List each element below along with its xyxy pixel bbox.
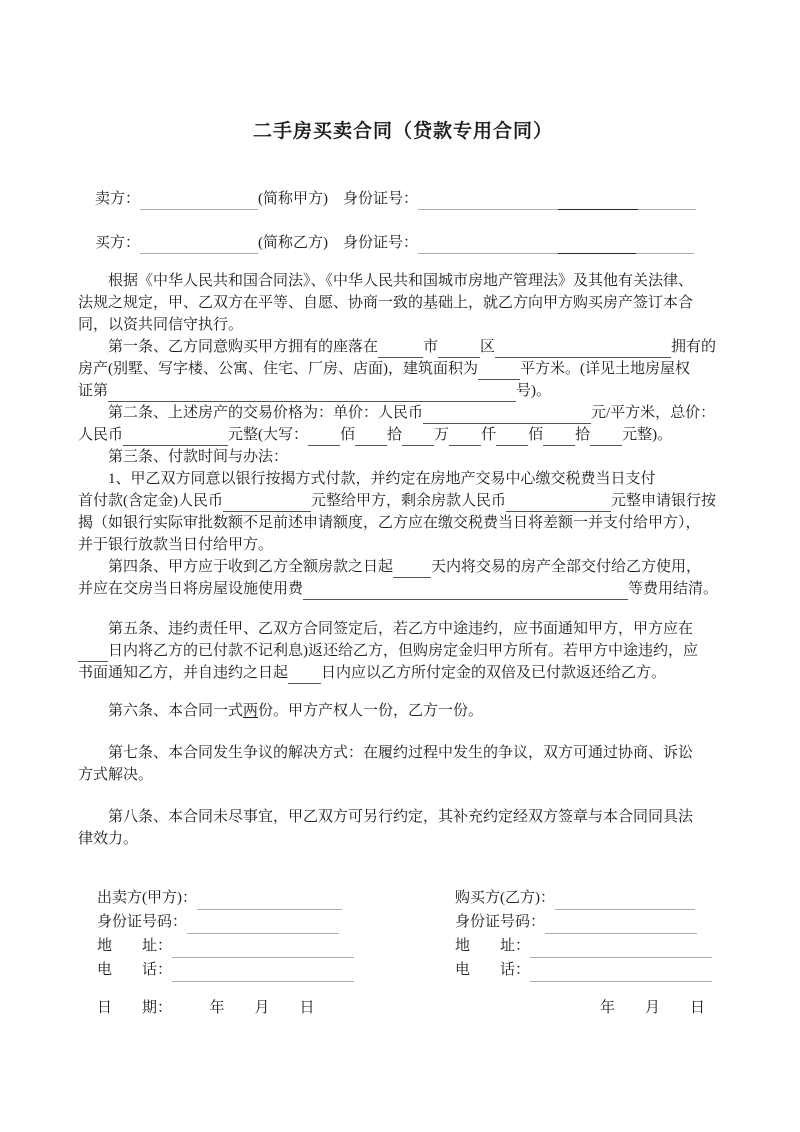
blank-field bbox=[590, 428, 622, 446]
intro-paragraph: 根据《中华人民共和国合同法》、《中华人民共和国城市房地产管理法》及其他有关法律、 法规之规定，甲、乙双方在平等、自愿、协商一致的基础上，就乙方向甲方购买房产签订本合 同，以资共同信守执行。 bbox=[78, 273, 694, 333]
underlined-word: 两 bbox=[243, 703, 259, 719]
blank-field bbox=[478, 362, 520, 380]
blank-field bbox=[78, 644, 108, 662]
buyer-address-row: 地 址： bbox=[455, 934, 728, 958]
buyer-line: 买方： (简称乙方) 身份证号： bbox=[78, 232, 728, 254]
blank-field bbox=[530, 964, 712, 982]
blank-field bbox=[197, 892, 342, 910]
blank-field bbox=[638, 192, 696, 210]
blank-field bbox=[530, 940, 712, 958]
blank-field bbox=[423, 406, 591, 424]
clause-8: 第八条、本合同未尽事宜，甲乙双方可另行约定，其补充约定经双方签章与本合同同具法 律效力。 bbox=[78, 809, 694, 847]
seller-id-row: 身份证号码： bbox=[97, 910, 455, 934]
blank-field bbox=[555, 892, 695, 910]
blank-field bbox=[172, 964, 354, 982]
blank-field bbox=[402, 428, 434, 446]
blank-field bbox=[223, 494, 311, 512]
buyer-phone-row: 电 话： bbox=[455, 958, 728, 982]
buyer-date-line: 年 月 日 bbox=[600, 1000, 706, 1016]
seller-phone-row: 电 话： bbox=[97, 958, 455, 982]
date-section bbox=[78, 996, 728, 1020]
buyer-name-row: 购买方(乙方)： bbox=[455, 886, 728, 910]
blank-field bbox=[438, 340, 480, 358]
seller-line: 卖方： (简称甲方) 身份证号： bbox=[78, 188, 728, 210]
signature-section bbox=[78, 886, 728, 982]
blank-field bbox=[495, 340, 671, 358]
blank-field bbox=[172, 940, 354, 958]
blank-field bbox=[303, 582, 628, 600]
clause-1: 第一条、乙方同意购买甲方拥有的座落在 市 区 拥有的 房产(别墅、写字楼、公寓、住宅、厂房、店面)，建筑面积为 平方米。(详见土地房屋权 证第 号)。 bbox=[78, 336, 728, 402]
blank-field bbox=[393, 560, 431, 578]
blank-field bbox=[288, 666, 321, 684]
blank-field bbox=[558, 236, 636, 254]
blank-field bbox=[355, 428, 387, 446]
signature-seller-column bbox=[78, 886, 455, 982]
blank-field bbox=[418, 236, 558, 254]
blank-field bbox=[543, 428, 575, 446]
blank-field bbox=[187, 916, 339, 934]
blank-field bbox=[418, 192, 558, 210]
blank-field bbox=[558, 192, 638, 210]
clause-5: 第五条、违约责任甲、乙双方合同签定后，若乙方中途违约，应书面通知甲方，甲方应在 日内将乙方的已付款不记利息)返还给乙方，但购房定金归甲方所有。若甲方中途违约，应 书面通知乙方，并自违约之日起 日内应以乙方所付定金的双倍及已付款返还给乙方。 bbox=[78, 618, 728, 684]
contract-title: 二手房买卖合同（贷款专用合同） bbox=[252, 121, 553, 142]
clause-4: 第四条、甲方应于收到乙方全额房款之日起 天内将交易的房产全部交付给乙方使用， 并应在交房当日将房屋设施使用费 等费用结清。 bbox=[78, 556, 728, 600]
blank-field bbox=[140, 236, 258, 254]
clause-6: 第六条、本合同一式两份。甲方产权人一份，乙方一份。 bbox=[108, 703, 484, 719]
blank-field bbox=[108, 384, 516, 402]
clause-2: 第二条、上述房产的交易价格为：单价：人民币 元/平方米，总价： 人民币 元整(大写： 佰 拾 万 仟 佰 拾 元整)。 bbox=[78, 402, 728, 446]
seller-address-row: 地 址： bbox=[97, 934, 455, 958]
blank-field bbox=[496, 428, 528, 446]
blank-field bbox=[449, 428, 481, 446]
blank-field bbox=[545, 916, 697, 934]
blank-field bbox=[140, 192, 258, 210]
blank-field bbox=[506, 494, 611, 512]
blank-field bbox=[308, 428, 340, 446]
clause-3-heading: 第三条、付款时间与办法： bbox=[108, 449, 289, 465]
blank-field bbox=[378, 340, 423, 358]
seller-date-line: 日 期： 年 月 日 bbox=[97, 1000, 315, 1016]
buyer-id-row: 身份证号码： bbox=[455, 910, 728, 934]
clause-3-item-1: 1、甲乙双方同意以银行按揭方式付款，并约定在房地产交易中心缴交税费当日支付 首付款(含定金)人民币 元整给甲方，剩余房款人民币 元整申请银行按 揭（如银行实际审批数额不足前述申请额度，乙方应在缴交税费当日将差额一并支付给甲方）， 并于银行放款当日付给甲方。 bbox=[78, 471, 717, 553]
signature-buyer-column bbox=[455, 886, 728, 982]
clause-7: 第七条、本合同发生争议的解决方式：在履约过程中发生的争议，双方可通过协商、诉讼 方式解决。 bbox=[78, 745, 694, 783]
seller-name-row: 出卖方(甲方)： bbox=[97, 886, 455, 910]
blank-field bbox=[636, 236, 694, 254]
blank-field bbox=[123, 428, 228, 446]
